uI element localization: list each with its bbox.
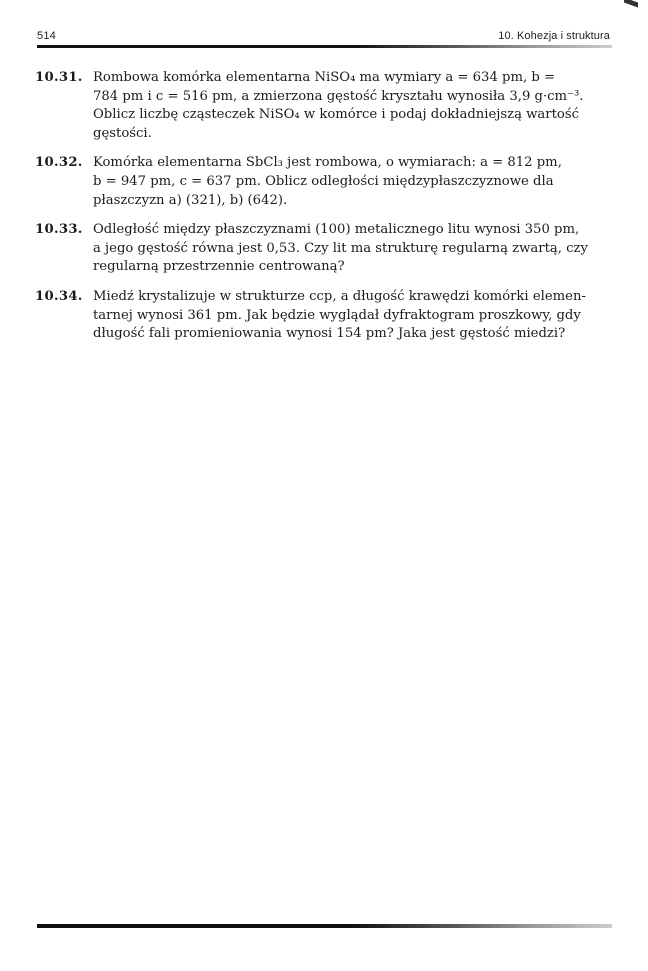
problem-line: Miedź krystalizuje w strukturze ccp, a długość krawędzi komórki elemen- xyxy=(93,288,586,304)
problem-line: płaszczyzn a) (321), b) (642). xyxy=(93,192,288,208)
problem-10-34 xyxy=(35,288,610,344)
page-number: 514 xyxy=(37,30,56,42)
chapter-title: 10. Kohezja i struktura xyxy=(498,30,610,42)
problem-number: 10.31. xyxy=(35,70,83,85)
problem-line: tarnej wynosi 361 pm. Jak będzie wyglądał dyfraktogram proszkowy, gdy xyxy=(93,307,581,323)
problem-line: Komórka elementarna SbCl₃ jest rombowa, o wymiarach: a = 812 pm, xyxy=(93,155,562,171)
problem-line: długość fali promieniowania wynosi 154 pm? Jaka jest gęstość miedzi? xyxy=(93,326,566,342)
problem-line: Rombowa komórka elementarna NiSO₄ ma wymiary a = 634 pm, b = xyxy=(93,70,556,85)
page-header xyxy=(37,28,610,44)
problem-number: 10.32. xyxy=(35,155,83,171)
problem-number: 10.33. xyxy=(35,222,83,238)
problem-line: Odległość między płaszczyznami (100) metalicznego litu wynosi 350 pm, xyxy=(93,222,580,238)
problem-10-31 xyxy=(35,69,610,143)
problem-line: gęstości. xyxy=(93,125,152,141)
problem-line: 784 pm i c = 516 pm, a zmierzona gęstość kryształu wynosiła 3,9 g·cm⁻³. xyxy=(93,88,584,104)
problem-10-33 xyxy=(35,221,610,277)
problem-line: b = 947 pm, c = 637 pm. Oblicz odległości międzypłaszczyznowe dla xyxy=(93,173,554,189)
problem-line: regularną przestrzennie centrowaną? xyxy=(93,259,345,275)
corner-scan-mark xyxy=(624,0,638,8)
problem-10-32 xyxy=(35,154,610,210)
footer-rule xyxy=(37,924,612,928)
problem-line: Oblicz liczbę cząsteczek NiSO₄ w komórce i podaj dokładniejszą wartość xyxy=(93,107,579,123)
problem-list xyxy=(35,69,610,355)
problem-line: a jego gęstość równa jest 0,53. Czy lit ma strukturę regularną zwartą, czy xyxy=(93,240,588,256)
header-rule xyxy=(37,45,612,48)
problem-number: 10.34. xyxy=(35,288,83,304)
